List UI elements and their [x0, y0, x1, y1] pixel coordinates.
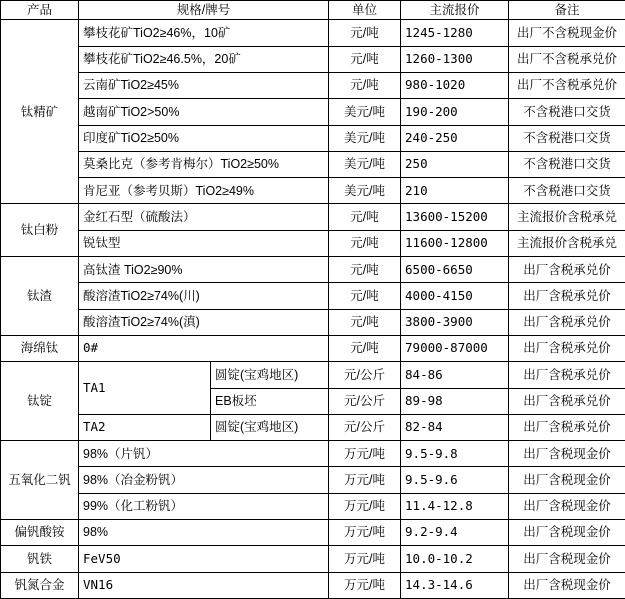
unit-cell: 万元/吨 [329, 493, 401, 519]
price-cell: 250 [401, 151, 509, 177]
unit-cell: 元/吨 [329, 72, 401, 98]
unit-cell: 万元/吨 [329, 546, 401, 572]
table-row [1, 493, 625, 519]
unit-cell: 元/吨 [329, 309, 401, 335]
spec-cell: FeV50 [79, 546, 329, 572]
price-cell: 11600-12800 [401, 230, 509, 256]
unit-cell: 万元/吨 [329, 572, 401, 598]
unit-cell: 万元/吨 [329, 520, 401, 546]
price-cell: 84-86 [401, 362, 509, 388]
remark-cell: 不含税港口交货 [509, 125, 625, 151]
price-cell: 1245-1280 [401, 20, 509, 46]
unit-cell: 元/吨 [329, 204, 401, 230]
price-cell: 13600-15200 [401, 204, 509, 230]
unit-cell: 万元/吨 [329, 441, 401, 467]
category-cell: 钛渣 [1, 257, 79, 336]
price-cell: 3800-3900 [401, 309, 509, 335]
price-cell: 9.2-9.4 [401, 520, 509, 546]
category-cell: 钛白粉 [1, 204, 79, 257]
price-cell: 1260-1300 [401, 46, 509, 72]
price-cell: 9.5-9.8 [401, 441, 509, 467]
spec-cell: 酸溶渣TiO2≥74%(滇) [79, 309, 329, 335]
form-cell: EB板坯 [211, 388, 329, 414]
price-cell: 79000-87000 [401, 335, 509, 361]
remark-cell: 出厂含税承兑价 [509, 362, 625, 388]
remark-cell: 出厂含税现金价 [509, 520, 625, 546]
price-cell: 6500-6650 [401, 257, 509, 283]
spec-cell: 98% [79, 520, 329, 546]
spec-cell: 莫桑比克（参考肯梅尔）TiO2≥50% [79, 151, 329, 177]
remark-cell: 主流报价含税承兑 [509, 230, 625, 256]
price-cell: 82-84 [401, 414, 509, 440]
spec-cell: 高钛渣 TiO2≥90% [79, 257, 329, 283]
spec-cell: 攀枝花矿TiO2≥46.5%，20矿 [79, 46, 329, 72]
table-row [1, 414, 625, 440]
unit-cell: 万元/吨 [329, 467, 401, 493]
unit-cell: 美元/吨 [329, 178, 401, 204]
spec-cell: 肯尼亚（参考贝斯）TiO2≥49% [79, 178, 329, 204]
spec-cell: 攀枝花矿TiO2≥46%，10矿 [79, 20, 329, 46]
table-row [1, 335, 625, 361]
remark-cell: 出厂不含税承兑价 [509, 72, 625, 98]
remark-cell: 出厂含税承兑价 [509, 388, 625, 414]
spec-cell: 锐钛型 [79, 230, 329, 256]
category-cell: 五氧化二钒 [1, 441, 79, 520]
remark-cell: 主流报价含税承兑 [509, 204, 625, 230]
table-row [1, 467, 625, 493]
spec-cell: 98%（冶金粉钒） [79, 467, 329, 493]
unit-cell: 元/公斤 [329, 388, 401, 414]
header-spec: 规格/牌号 [79, 1, 329, 20]
table-body [1, 20, 625, 599]
unit-cell: 美元/吨 [329, 151, 401, 177]
spec-cell: 酸溶渣TiO2≥74%(川) [79, 283, 329, 309]
unit-cell: 美元/吨 [329, 99, 401, 125]
table-row [1, 72, 625, 98]
spec-cell: 99%（化工粉钒） [79, 493, 329, 519]
spec-cell: 0# [79, 335, 329, 361]
spec-cell: 越南矿TiO2>50% [79, 99, 329, 125]
header-remark: 备注 [509, 1, 625, 20]
category-cell: 钒铁 [1, 546, 79, 572]
price-cell: 14.3-14.6 [401, 572, 509, 598]
price-cell: 9.5-9.6 [401, 467, 509, 493]
table-header [1, 1, 625, 20]
remark-cell: 不含税港口交货 [509, 99, 625, 125]
price-cell: 4000-4150 [401, 283, 509, 309]
spec-cell: 印度矿TiO2≥50% [79, 125, 329, 151]
category-cell: 海绵钛 [1, 335, 79, 361]
unit-cell: 元/公斤 [329, 414, 401, 440]
table-row [1, 230, 625, 256]
unit-cell: 元/吨 [329, 335, 401, 361]
remark-cell: 出厂不含税现金价 [509, 20, 625, 46]
form-cell: 圆锭(宝鸡地区) [211, 414, 329, 440]
remark-cell: 出厂含税承兑价 [509, 335, 625, 361]
form-cell: 圆锭(宝鸡地区) [211, 362, 329, 388]
unit-cell: 美元/吨 [329, 125, 401, 151]
spec-cell: 98%（片钒） [79, 441, 329, 467]
table-row [1, 441, 625, 467]
price-cell: 980-1020 [401, 72, 509, 98]
remark-cell: 出厂含税承兑价 [509, 283, 625, 309]
header-unit: 单位 [329, 1, 401, 20]
unit-cell: 元/吨 [329, 230, 401, 256]
table-row [1, 546, 625, 572]
table-row [1, 20, 625, 46]
price-cell: 240-250 [401, 125, 509, 151]
remark-cell: 出厂含税承兑价 [509, 257, 625, 283]
unit-cell: 元/吨 [329, 257, 401, 283]
remark-cell: 不含税港口交货 [509, 151, 625, 177]
unit-cell: 元/吨 [329, 46, 401, 72]
remark-cell: 出厂不含税承兑价 [509, 46, 625, 72]
table-row [1, 520, 625, 546]
table-row [1, 99, 625, 125]
table-row [1, 125, 625, 151]
header-product: 产品 [1, 1, 79, 20]
grade-cell: TA1 [79, 362, 211, 415]
unit-cell: 元/公斤 [329, 362, 401, 388]
price-cell: 190-200 [401, 99, 509, 125]
grade-cell: TA2 [79, 414, 211, 440]
table-row [1, 178, 625, 204]
remark-cell: 出厂含税现金价 [509, 493, 625, 519]
table-row [1, 572, 625, 598]
remark-cell: 出厂含税承兑价 [509, 309, 625, 335]
spec-cell: VN16 [79, 572, 329, 598]
price-cell: 10.0-10.2 [401, 546, 509, 572]
category-cell: 钛精矿 [1, 20, 79, 204]
unit-cell: 元/吨 [329, 20, 401, 46]
unit-cell: 元/吨 [329, 283, 401, 309]
remark-cell: 出厂含税现金价 [509, 546, 625, 572]
remark-cell: 出厂含税现金价 [509, 572, 625, 598]
header-row [1, 1, 625, 20]
remark-cell: 不含税港口交货 [509, 178, 625, 204]
table-row [1, 151, 625, 177]
table-row [1, 46, 625, 72]
table-row [1, 283, 625, 309]
table-row [1, 257, 625, 283]
price-cell: 11.4-12.8 [401, 493, 509, 519]
price-cell: 89-98 [401, 388, 509, 414]
remark-cell: 出厂含税现金价 [509, 441, 625, 467]
category-cell: 钛锭 [1, 362, 79, 441]
remark-cell: 出厂含税承兑价 [509, 414, 625, 440]
spec-cell: 金红石型（硫酸法） [79, 204, 329, 230]
table-row [1, 362, 625, 388]
category-cell: 偏钒酸铵 [1, 520, 79, 546]
spec-cell: 云南矿TiO2≥45% [79, 72, 329, 98]
table-row [1, 204, 625, 230]
header-price: 主流报价 [401, 1, 509, 20]
price-cell: 210 [401, 178, 509, 204]
remark-cell: 出厂含税现金价 [509, 467, 625, 493]
category-cell: 钒氮合金 [1, 572, 79, 598]
table-row [1, 309, 625, 335]
